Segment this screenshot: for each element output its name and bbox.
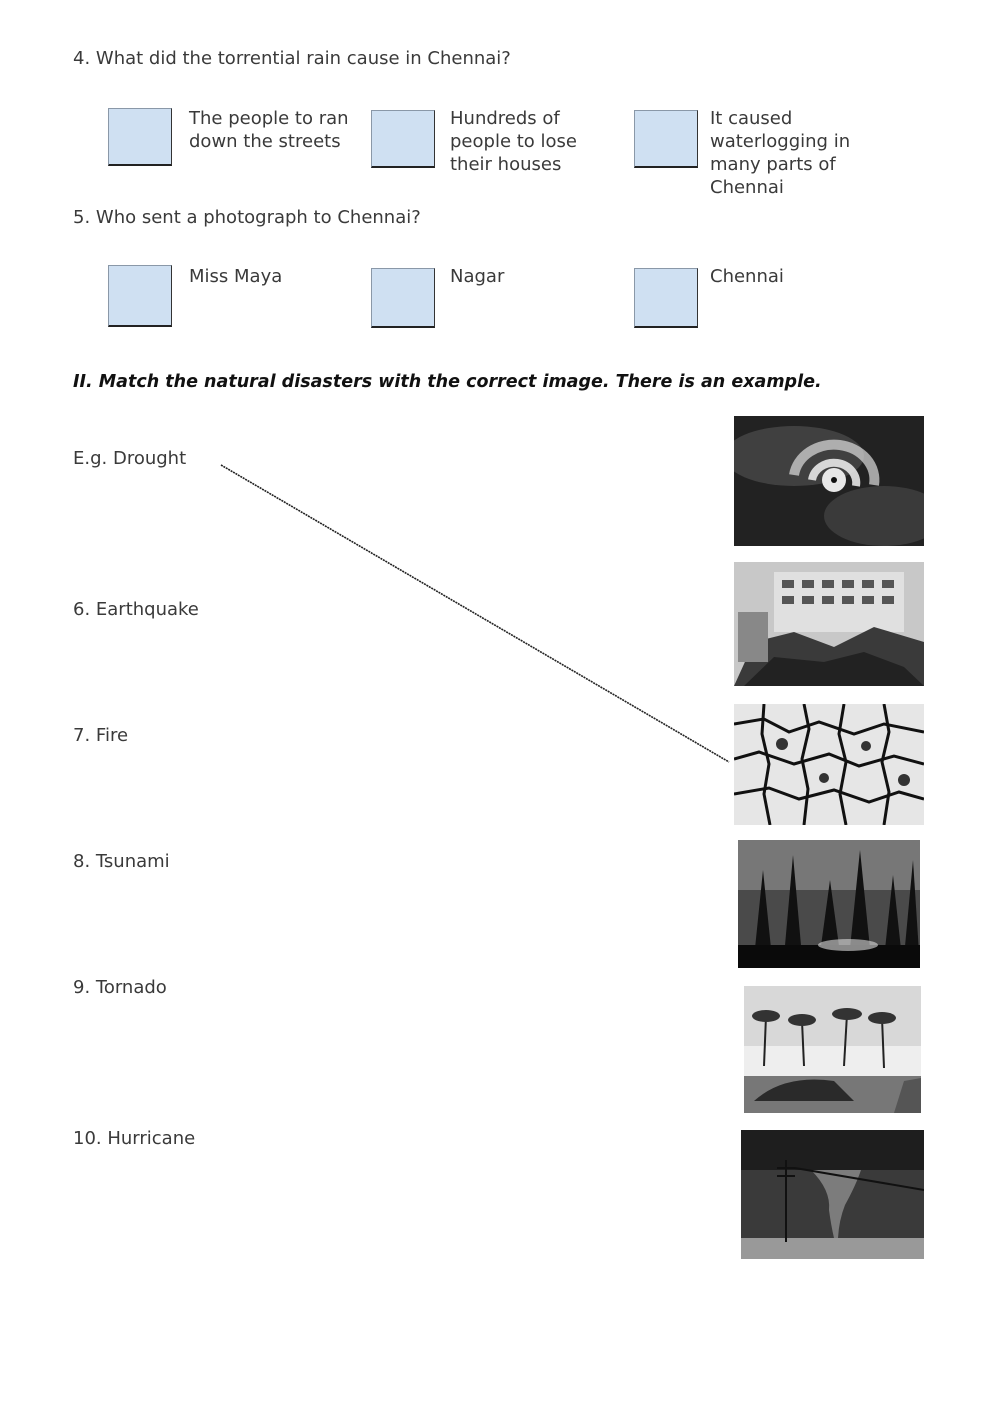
- q5-option-2-checkbox[interactable]: [371, 268, 435, 328]
- q5-option-1-label: Miss Maya: [189, 266, 283, 287]
- item-9-tornado: 9. Tornado: [73, 977, 167, 998]
- tornado-field-image[interactable]: [741, 1130, 924, 1259]
- q4-option-3-checkbox[interactable]: [634, 110, 698, 168]
- item-6-earthquake: 6. Earthquake: [73, 599, 199, 620]
- q4-option-3-label: It caused waterlogging in many parts of Chennai: [710, 108, 851, 198]
- hurricane-satellite-image[interactable]: [734, 416, 924, 546]
- section-2-title: II. Match the natural disasters with the correct image. There is an example.: [73, 372, 822, 392]
- item-example-drought: E.g. Drought: [73, 448, 187, 469]
- forest-fire-image[interactable]: [738, 840, 920, 968]
- q5-option-3-checkbox[interactable]: [634, 268, 698, 328]
- q4-option-2-checkbox[interactable]: [371, 110, 435, 168]
- q5-option-3-label: Chennai: [710, 266, 784, 287]
- item-10-hurricane: 10. Hurricane: [73, 1128, 196, 1149]
- q4-option-1-label: The people to ran down the streets: [189, 108, 349, 152]
- cracked-earth-image[interactable]: [734, 704, 924, 825]
- tsunami-palm-trees-image[interactable]: [744, 986, 921, 1113]
- q5-option-2-label: Nagar: [450, 266, 505, 287]
- item-7-fire: 7. Fire: [73, 725, 129, 746]
- question-5-text: 5. Who sent a photograph to Chennai?: [73, 207, 421, 228]
- q4-option-1-checkbox[interactable]: [108, 108, 172, 166]
- item-8-tsunami: 8. Tsunami: [73, 851, 170, 872]
- collapsed-building-image[interactable]: [734, 562, 924, 686]
- question-4-text: 4. What did the torrential rain cause in Chennai?: [73, 48, 511, 69]
- q4-option-2-label: Hundreds of people to lose their houses: [450, 108, 577, 175]
- q5-option-1-checkbox[interactable]: [108, 265, 172, 327]
